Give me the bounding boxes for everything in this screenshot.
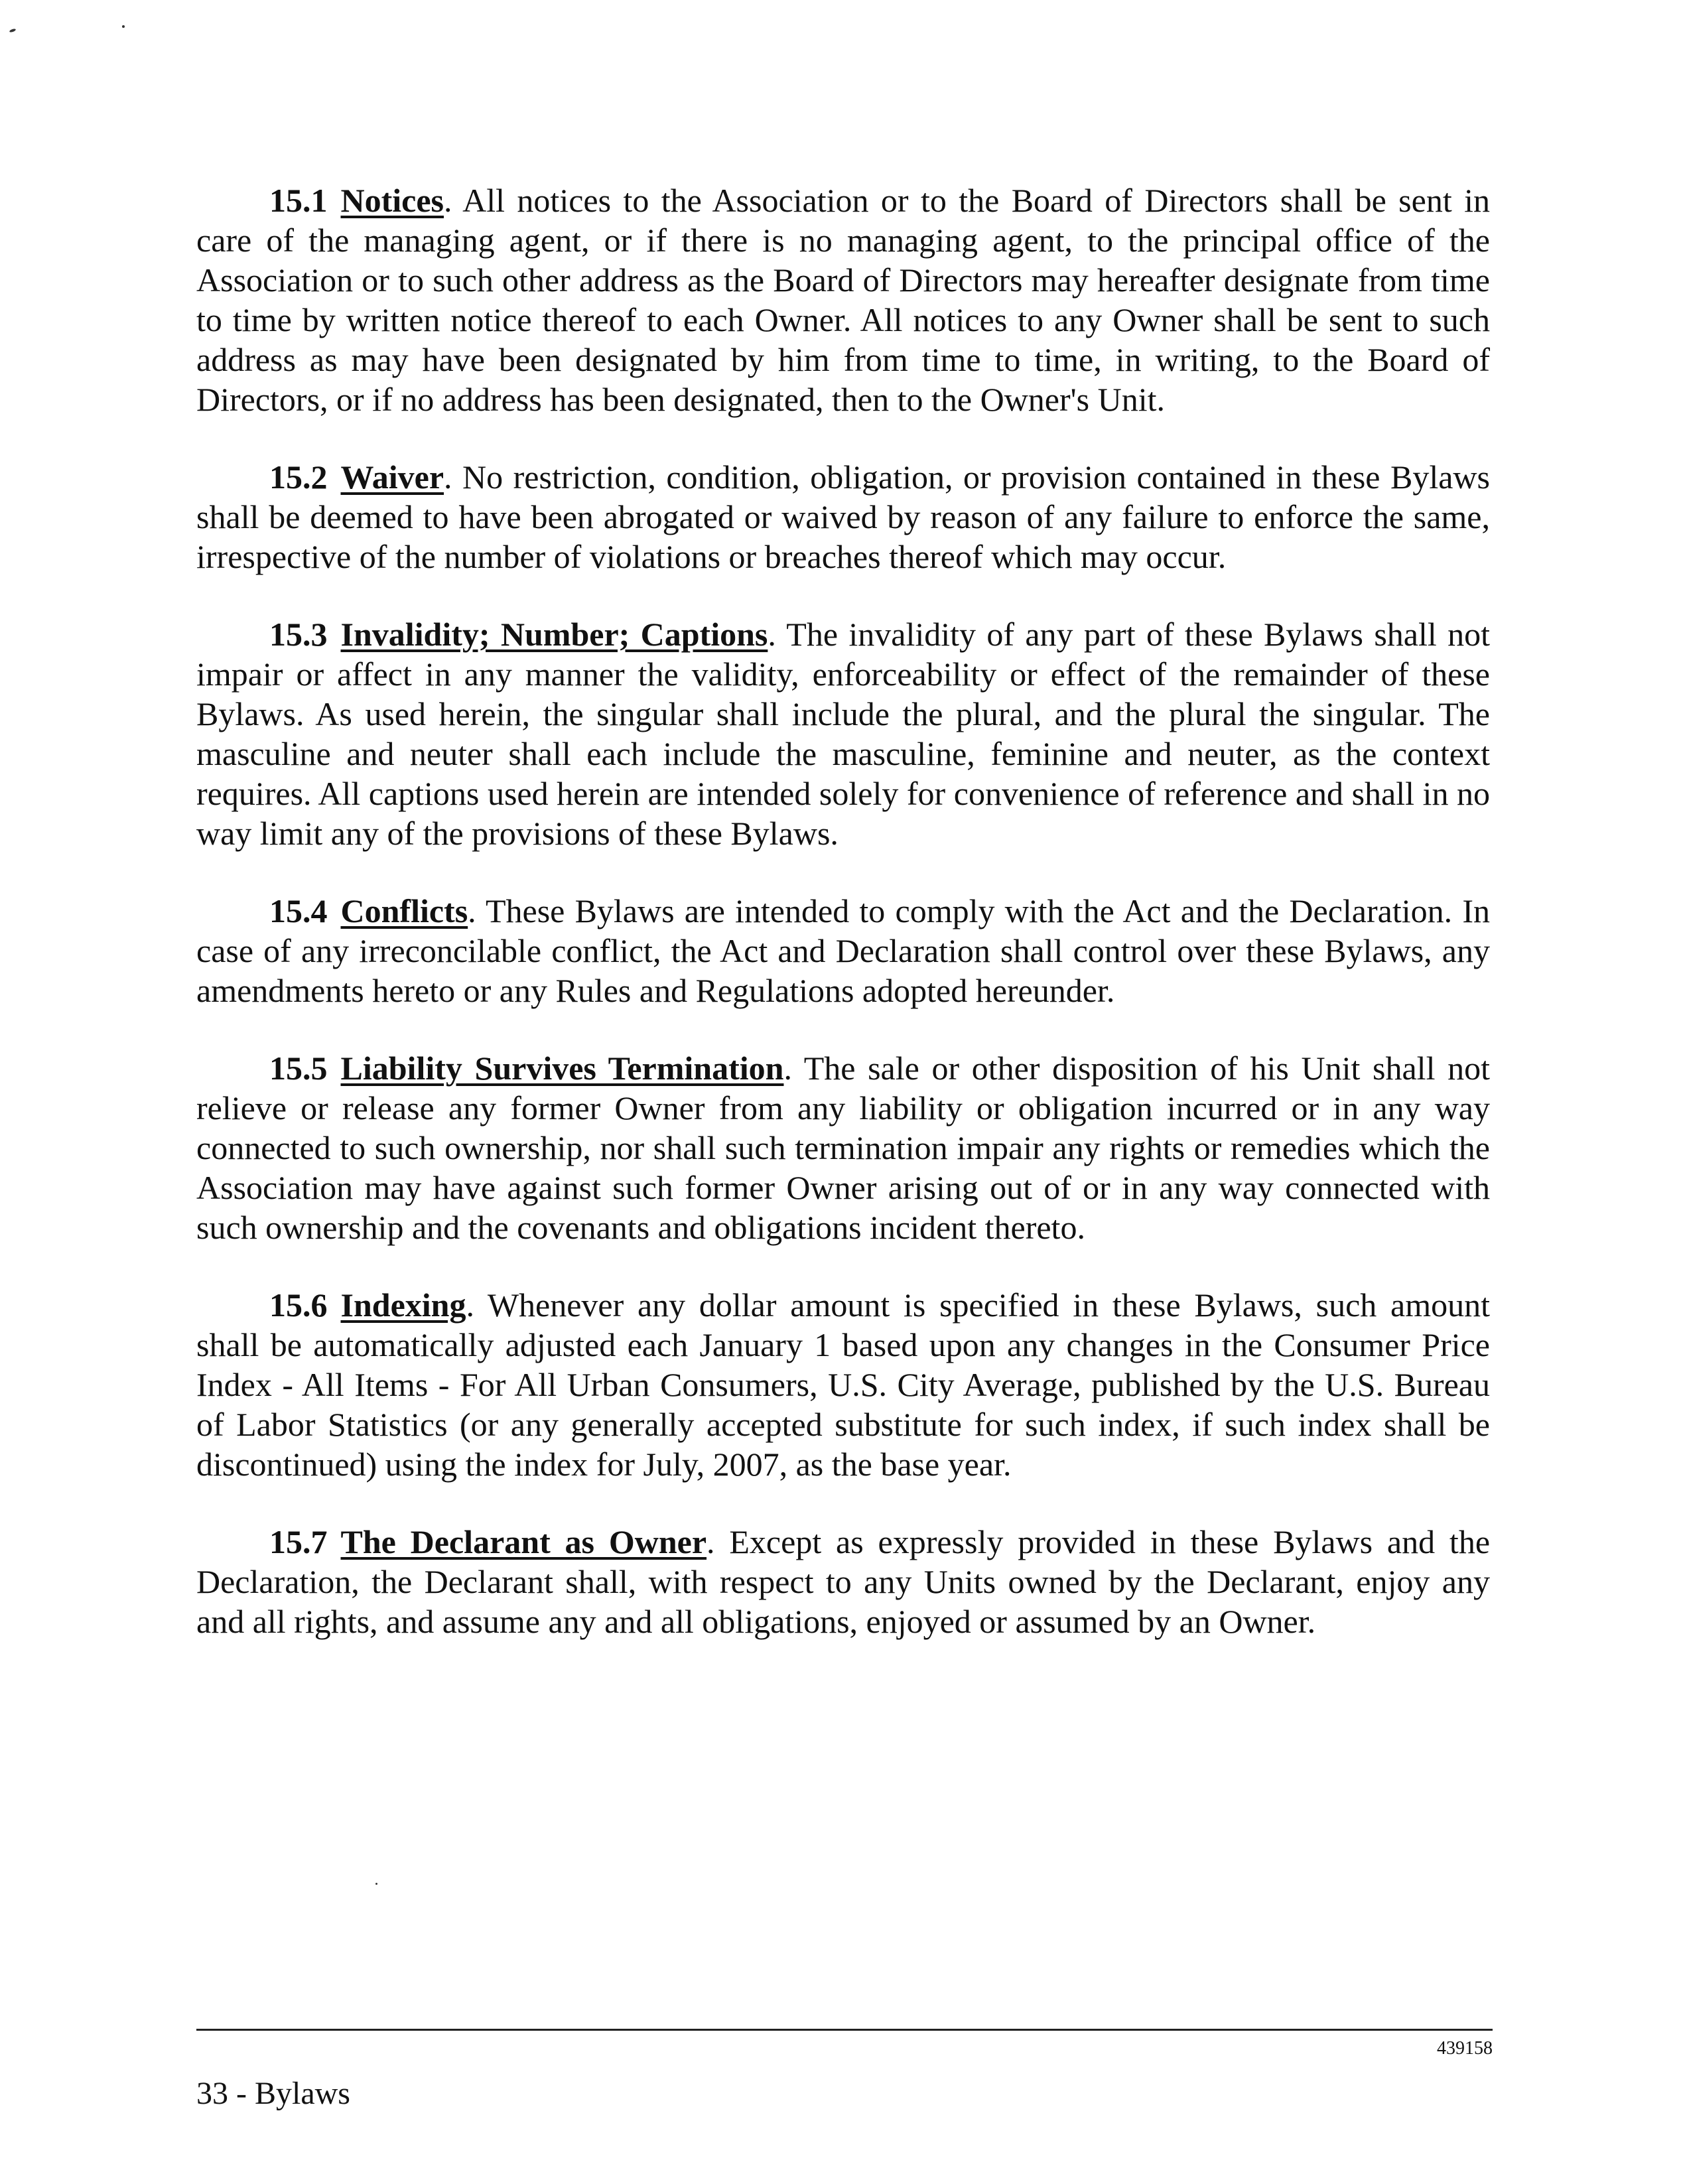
section-body: These Bylaws are intended to comply with the Act and the Declaration. In case of any irreconcilable conflict, the Act and Declaration shall control over these Bylaws, any amendments hereto or any Rules and Regulations adopted hereunder. [196,892,1490,1009]
section-body: Except as expressly provided in these Bylaws and the Declaration, the Declarant shall, with respect to any Units owned by the Declarant, enjoy any and all rights, and assume any and all obligations, enjoyed or assumed by an Owner. [196,1523,1491,1640]
scan-speck [9,28,17,33]
section-heading: Waiver [340,458,444,496]
section-15-5: 15.5 Liability Survives Termination. The sale or other disposition of his Unit shall not relieve or release any former Owner from any liability or obligation incurred or in any way connected to such ownership, nor shall such termination impair any rights or remedies which the Association may have against such former Owner arising out of or in any way connected with such ownership and the covenants and obligations incident thereto. [196,1050,1490,1246]
section-heading: Liability Survives Termination [340,1050,784,1087]
section-number: 15.4 [269,892,328,929]
section-body: The invalidity of any part of these Bylaws shall not impair or affect in any manner the validity, enforceability or effect of the remainder of these Bylaws. As used herein, the singular shall include the plural, and the plural the singular. The masculine and neuter shall each include the masculine, feminine and neuter, as the context requires. All captions used herein are intended solely for convenience of reference and shall in no way limit any of the provisions of these Bylaws. [196,616,1490,852]
section-number: 15.2 [269,458,328,496]
section-15-7: 15.7 The Declarant as Owner. Except as expressly provided in these Bylaws and the Declaration, the Declarant shall, with respect to any Units owned by the Declarant, enjoy any and all rights, and assume any and all obligations, enjoyed or assumed by an Owner. [196,1523,1491,1640]
section-number: 15.5 [269,1050,328,1087]
section-number: 15.3 [269,616,328,653]
section-heading: Notices [340,182,444,219]
section-heading: Conflicts [340,892,468,929]
section-body: No restriction, condition, obligation, or provision contained in these Bylaws shall be deemed to have been abrogated or waived by reason of any failure to enforce the same, irrespective of the number of violations or breaches thereof which may occur. [196,458,1490,575]
scan-speck [122,25,125,28]
section-heading: Invalidity; Number; Captions [340,616,768,653]
section-body: Whenever any dollar amount is specified in these Bylaws, such amount shall be automatically adjusted each January 1 based upon any changes in the Consumer Price Index - All Items - For All Urban Consumers, U.S. City Average, published by the U.S. Bureau of Labor Statistics (or any generally accepted substitute for such index, if such index shall be discontinued) using the index for July, 2007, as the base year. [196,1286,1490,1483]
footer-divider [196,2029,1493,2031]
section-heading: The Declarant as Owner [340,1523,707,1560]
section-number: 15.6 [269,1286,328,1324]
section-body: The sale or other disposition of his Unit shall not relieve or release any former Owner from any liability or obligation incurred or in any way connected to such ownership, nor shall such termination impair any rights or remedies which the Association may have against such former Owner arising out of or in any way connected with such ownership and the covenants and obligations incident thereto. [196,1050,1490,1246]
document-body [196,180,1490,1679]
section-15-3: 15.3 Invalidity; Number; Captions. The invalidity of any part of these Bylaws shall not impair or affect in any manner the validity, enforceability or effect of the remainder of these Bylaws. As used herein, the singular shall include the plural, and the plural the singular. The masculine and neuter shall each include the masculine, feminine and neuter, as the context requires. All captions used herein are intended solely for convenience of reference and shall in no way limit any of the provisions of these Bylaws. [196,616,1490,852]
section-15-2: 15.2 Waiver. No restriction, condition, obligation, or provision contained in these Bylaws shall be deemed to have been abrogated or waived by reason of any failure to enforce the same, irrespective of the number of violations or breaches thereof which may occur. [196,458,1490,575]
section-heading: Indexing [340,1286,466,1324]
section-number: 15.1 [269,182,328,219]
section-15-4: 15.4 Conflicts. These Bylaws are intended to comply with the Act and the Declaration. In case of any irreconcilable conflict, the Act and Declaration shall control over these Bylaws, any amendments hereto or any Rules and Regulations adopted hereunder. [196,892,1490,1009]
document-number: 439158 [1437,2038,1493,2059]
scan-speck [375,1883,377,1885]
section-15-1: 15.1 Notices. All notices to the Association or to the Board of Directors shall be sent in care of the managing agent, or if there is no managing agent, to the principal office of the Association or to such other address as the Board of Directors may hereafter designate from time to time by written notice thereof to each Owner. All notices to any Owner shall be sent to such address as may have been designated by him from time to time, in writing, to the Board of Directors, or if no address has been designated, then to the Owner's Unit. [196,182,1490,418]
section-body: All notices to the Association or to the Board of Directors shall be sent in care of the managing agent, or if there is no managing agent, to the principal office of the Association or to such other address as the Board of Directors may hereafter designate from time to time by written notice thereof to each Owner. All notices to any Owner shall be sent to such address as may have been designated by him from time to time, in writing, to the Board of Directors, or if no address has been designated, then to the Owner's Unit. [196,182,1490,418]
page-footer-label: 33 - Bylaws [196,2076,350,2111]
section-number: 15.7 [269,1523,328,1560]
section-15-6: 15.6 Indexing. Whenever any dollar amount is specified in these Bylaws, such amount shall be automatically adjusted each January 1 based upon any changes in the Consumer Price Index - All Items - For All Urban Consumers, U.S. City Average, published by the U.S. Bureau of Labor Statistics (or any generally accepted substitute for such index, if such index shall be discontinued) using the index for July, 2007, as the base year. [196,1286,1490,1483]
